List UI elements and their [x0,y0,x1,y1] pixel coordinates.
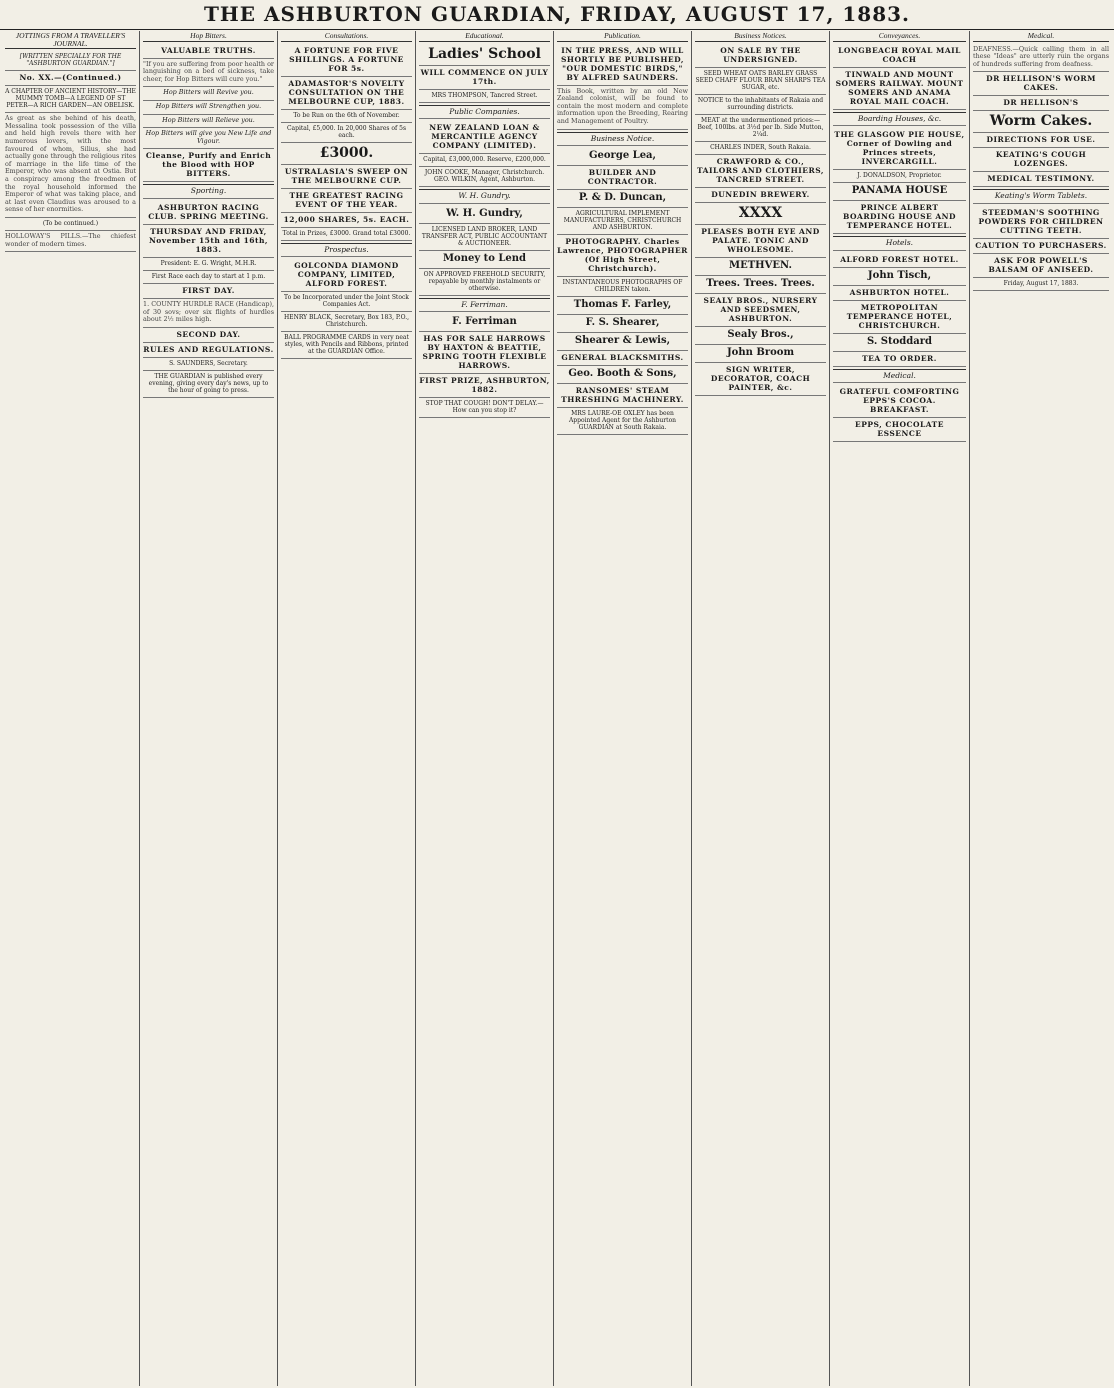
masthead: THE ASHBURTON GUARDIAN, FRIDAY, AUGUST 17, 1883. [0,0,1114,30]
column-heading: Publication. [557,31,688,42]
article-block: Sporting. [143,184,274,199]
column-8 [970,31,1112,1386]
article-block: Geo. Booth & Sons, [557,366,688,384]
article-block: ON SALE BY THE UNDERSIGNED. [695,44,826,68]
article-block: Hotels. [833,236,966,251]
article-block: Keating's Worm Tablets. [973,189,1109,204]
article-block: To be Incorporated under the Joint Stock Companies Act. [281,292,412,312]
article-block: Trees. Trees. Trees. [695,276,826,294]
article-block: ADAMASTOR'S NOVELTY CONSULTATION ON THE MELBOURNE CUP, 1883. [281,77,412,110]
column-heading: Consultations. [281,31,412,42]
article-block: HOLLOWAY'S PILLS.—The chiefest wonder of modern times. [5,231,136,252]
article-block: THE GREATEST RACING EVENT OF THE YEAR. [281,189,412,213]
article-block: DUNEDIN BREWERY. [695,188,826,203]
column-heading: JOTTINGS FROM A TRAVELLER'S JOURNAL. [5,31,136,49]
article-block: STEEDMAN'S SOOTHING POWDERS FOR CHILDREN CUTTING TEETH. [973,206,1109,239]
article-block: GRATEFUL COMFORTING EPPS'S COCOA. BREAKFAST. [833,385,966,418]
article-block: FIRST DAY. [143,284,274,299]
column-heading: Conveyances. [833,31,966,42]
article-block: George Lea, [557,148,688,166]
article-block: Prospectus. [281,243,412,258]
article-block: CHARLES INDER, South Rakaia. [695,142,826,155]
article-block: HAS FOR SALE HARROWS BY HAXTON & BEATTIE, SPRING TOOTH FLEXIBLE HARROWS. [419,332,550,374]
article-block: STOP THAT COUGH! DON'T DELAY.—How can you stop it? [419,398,550,418]
article-block: HENRY BLACK, Secretary, Box 183, P.O., Christchurch. [281,312,412,332]
article-block: DR HELLISON'S WORM CAKES. [973,72,1109,96]
article-block: To be Run on the 6th of November. [281,110,412,123]
article-block: FIRST PRIZE, ASHBURTON, 1882. [419,374,550,398]
column-6 [692,31,830,1386]
article-block: Money to Lend [419,251,550,269]
article-block: ASHBURTON HOTEL. [833,286,966,301]
article-block: ON APPROVED FREEHOLD SECURITY, repayable by monthly instalments or otherwise. [419,269,550,296]
article-block: F. Ferriman [419,314,550,332]
article-block: A FORTUNE FOR FIVE SHILLINGS. A FORTUNE FOR 5s. [281,44,412,77]
article-block: 1. COUNTY HURDLE RACE (Handicap), of 30 sovs; over six flights of hurdles about 2½ miles high. [143,299,274,328]
column-heading: Medical. [973,31,1109,42]
article-block: NEW ZEALAND LOAN & MERCANTILE AGENCY COMPANY (LIMITED). [419,121,550,154]
article-block: Business Notice. [557,132,688,147]
article-block: WILL COMMENCE ON JULY 17th. [419,66,550,90]
article-block: Capital, £3,000,000. Reserve, £200,000. [419,154,550,167]
article-block: CRAWFORD & CO., TAILORS AND CLOTHIERS, TANCRED STREET. [695,155,826,188]
article-block: JOHN COOKE, Manager, Christchurch. GEO. WILKIN, Agent, Ashburton. [419,167,550,187]
article-block: Friday, August 17, 1883. [973,278,1109,291]
column-5 [554,31,692,1386]
article-block: RANSOMES' STEAM THRESHING MACHINERY. [557,384,688,408]
article-block: SECOND DAY. [143,328,274,343]
article-block: Boarding Houses, &c. [833,112,966,127]
article-block: LONGBEACH ROYAL MAIL COACH [833,44,966,68]
article-block: [WRITTEN SPECIALLY FOR THE "ASHBURTON GUARDIAN."] [5,51,136,71]
article-block: TINWALD AND MOUNT SOMERS RAILWAY. MOUNT SOMERS AND ANAMA ROYAL MAIL COACH. [833,68,966,110]
column-7 [830,31,970,1386]
article-block: Public Companies. [419,105,550,120]
article-block: S. Stoddard [833,334,966,352]
article-block: Hop Bitters will Relieve you. [143,115,274,129]
article-block: MRS THOMPSON, Tancred Street. [419,90,550,103]
article-block: A CHAPTER OF ANCIENT HISTORY—THE MUMMY TOMB—A LEGEND OF ST PETER—A RICH GARDEN—AN OBELISK. [5,86,136,113]
article-block: Worm Cakes. [973,111,1109,133]
article-block: As great as she behind of his death, Messalina took possession of the villa and held high revels there with her numerous lovers, with the most favoured of whom, Silius, she had actually gone through the religious rites of marriage in the life time of the Emperor, who was absent at Ostia. But a conspiracy among the freedmen of the royal household informed the Emperor of what was taking place, and at last even Claudius was aroused to a sense of her enormities. [5,113,136,218]
article-block: METHVEN. [695,258,826,276]
article-block: METROPOLITAN TEMPERANCE HOTEL, CHRISTCHURCH. [833,301,966,334]
article-block: PLEASES BOTH EYE AND PALATE. TONIC AND WHOLESOME. [695,225,826,258]
article-block: (To be continued.) [5,218,136,231]
article-block: NOTICE to the inhabitants of Rakaia and surrounding districts. [695,95,826,115]
article-block: Thomas F. Farley, [557,297,688,315]
article-block: ASK FOR POWELL'S BALSAM OF ANISEED. [973,254,1109,278]
article-block: ALFORD FOREST HOTEL. [833,253,966,268]
column-4 [416,31,554,1386]
article-block: No. XX.—(Continued.) [5,71,136,86]
article-block: "If you are suffering from poor health or languishing on a bed of sickness, take cheer, for Hop Bitters will cure you." [143,59,274,88]
article-block: EPPS, CHOCOLATE ESSENCE [833,418,966,442]
article-block: 12,000 SHARES, 5s. EACH. [281,213,412,228]
article-block: John Tisch, [833,268,966,286]
article-block: DR HELLISON'S [973,96,1109,111]
article-block: This Book, written by an old New Zealand colonist, will be found to contain the most modern and complete information upon the Breeding, Rearing and Management of Poultry. [557,86,688,130]
article-block: TEA TO ORDER. [833,352,966,367]
article-block: SIGN WRITER, DECORATOR, COACH PAINTER, &c. [695,363,826,396]
article-block: F. Ferriman. [419,298,550,313]
article-block: PRINCE ALBERT BOARDING HOUSE AND TEMPERANCE HOTEL. [833,201,966,234]
article-block: First Race each day to start at 1 p.m. [143,271,274,284]
article-block: SEED WHEAT OATS BARLEY GRASS SEED CHAFF FLOUR BRAN SHARPS TEA SUGAR, etc. [695,68,826,95]
article-block: THE GUARDIAN is published every evening, giving every day's news, up to the hour of going to press. [143,371,274,398]
article-block: GOLCONDA DIAMOND COMPANY, LIMITED, ALFORD FOREST. [281,259,412,292]
article-block: W. H. Gundry. [419,189,550,204]
article-block: SEALY BROS., NURSERY AND SEEDSMEN, ASHBURTON. [695,294,826,327]
article-block: President: E. G. Wright, M.H.R. [143,258,274,271]
article-block: USTRALASIA'S SWEEP ON THE MELBOURNE CUP. [281,165,412,189]
article-block: F. S. Shearer, [557,315,688,333]
column-1 [2,31,140,1386]
article-block: Hop Bitters will give you New Life and Vigour. [143,128,274,149]
article-block: CAUTION TO PURCHASERS. [973,239,1109,254]
article-block: Cleanse, Purify and Enrich the Blood with HOP BITTERS. [143,149,274,182]
article-block: BALL PROGRAMME CARDS in very neat styles, with Pencils and Ribbons, printed at the GUARDIAN Office. [281,332,412,359]
article-block: XXXX [695,203,826,225]
article-block: £3000. [281,143,412,165]
article-block: Medical. [833,369,966,384]
article-block: W. H. Gundry, [419,206,550,224]
article-block: GENERAL BLACKSMITHS. [557,351,688,366]
article-block: THURSDAY AND FRIDAY, November 15th and 16th, 1883. [143,225,274,258]
article-block: IN THE PRESS, AND WILL SHORTLY BE PUBLISHED, "OUR DOMESTIC BIRDS," BY ALFRED SAUNDERS. [557,44,688,86]
article-block: KEATING'S COUGH LOZENGES. [973,148,1109,172]
article-block: VALUABLE TRUTHS. [143,44,274,59]
article-block: PANAMA HOUSE [833,183,966,201]
article-block: MEDICAL TESTIMONY. [973,172,1109,187]
article-block: Hop Bitters will Strengthen you. [143,101,274,115]
article-block: PHOTOGRAPHY. Charles Lawrence, PHOTOGRAPHER (Of High Street, Christchurch). [557,235,688,277]
article-block: MEAT at the undermentioned prices:— Beef, 100lbs. at 3½d per lb. Side Mutton, 2¼d. [695,115,826,142]
article-block: S. SAUNDERS, Secretary. [143,358,274,371]
column-heading: Business Notices. [695,31,826,42]
article-block: J. DONALDSON, Proprietor. [833,170,966,183]
article-block: RULES AND REGULATIONS. [143,343,274,358]
article-block: Shearer & Lewis, [557,333,688,351]
article-block: John Broom [695,345,826,363]
article-block: DIRECTIONS FOR USE. [973,133,1109,148]
article-block: Total in Prizes, £3000. Grand total £3000. [281,228,412,241]
article-block: ASHBURTON RACING CLUB. SPRING MEETING. [143,201,274,225]
article-block: Capital, £5,000. In 20,000 Shares of 5s each. [281,123,412,143]
column-heading: Hop Bitters. [143,31,274,42]
column-heading: Educational. [419,31,550,42]
column-2 [140,31,278,1386]
column-3 [278,31,416,1386]
article-block: P. & D. Duncan, [557,190,688,208]
columns [2,31,1112,1386]
article-block: MRS LAURE-OE OXLEY has been Appointed Agent for the Ashburton GUARDIAN at South Rakaia. [557,408,688,435]
article-block: INSTANTANEOUS PHOTOGRAPHS OF CHILDREN taken. [557,277,688,297]
article-block: AGRICULTURAL IMPLEMENT MANUFACTURERS, CHRISTCHURCH AND ASHBURTON. [557,208,688,235]
article-block: THE GLASGOW PIE HOUSE, Corner of Dowling and Princes streets, INVERCARGILL. [833,128,966,170]
article-block: BUILDER AND CONTRACTOR. [557,166,688,190]
article-block: LICENSED LAND BROKER, LAND TRANSFER ACT, PUBLIC ACCOUNTANT & AUCTIONEER. [419,224,550,251]
article-block: Ladies' School [419,44,550,66]
article-block: Sealy Bros., [695,327,826,345]
article-block: Hop Bitters will Revive you. [143,87,274,101]
article-block: DEAFNESS.—Quick calling them in all these "Ideas" are utterly ruin the organs of hundreds suffering from deafness. [973,44,1109,73]
